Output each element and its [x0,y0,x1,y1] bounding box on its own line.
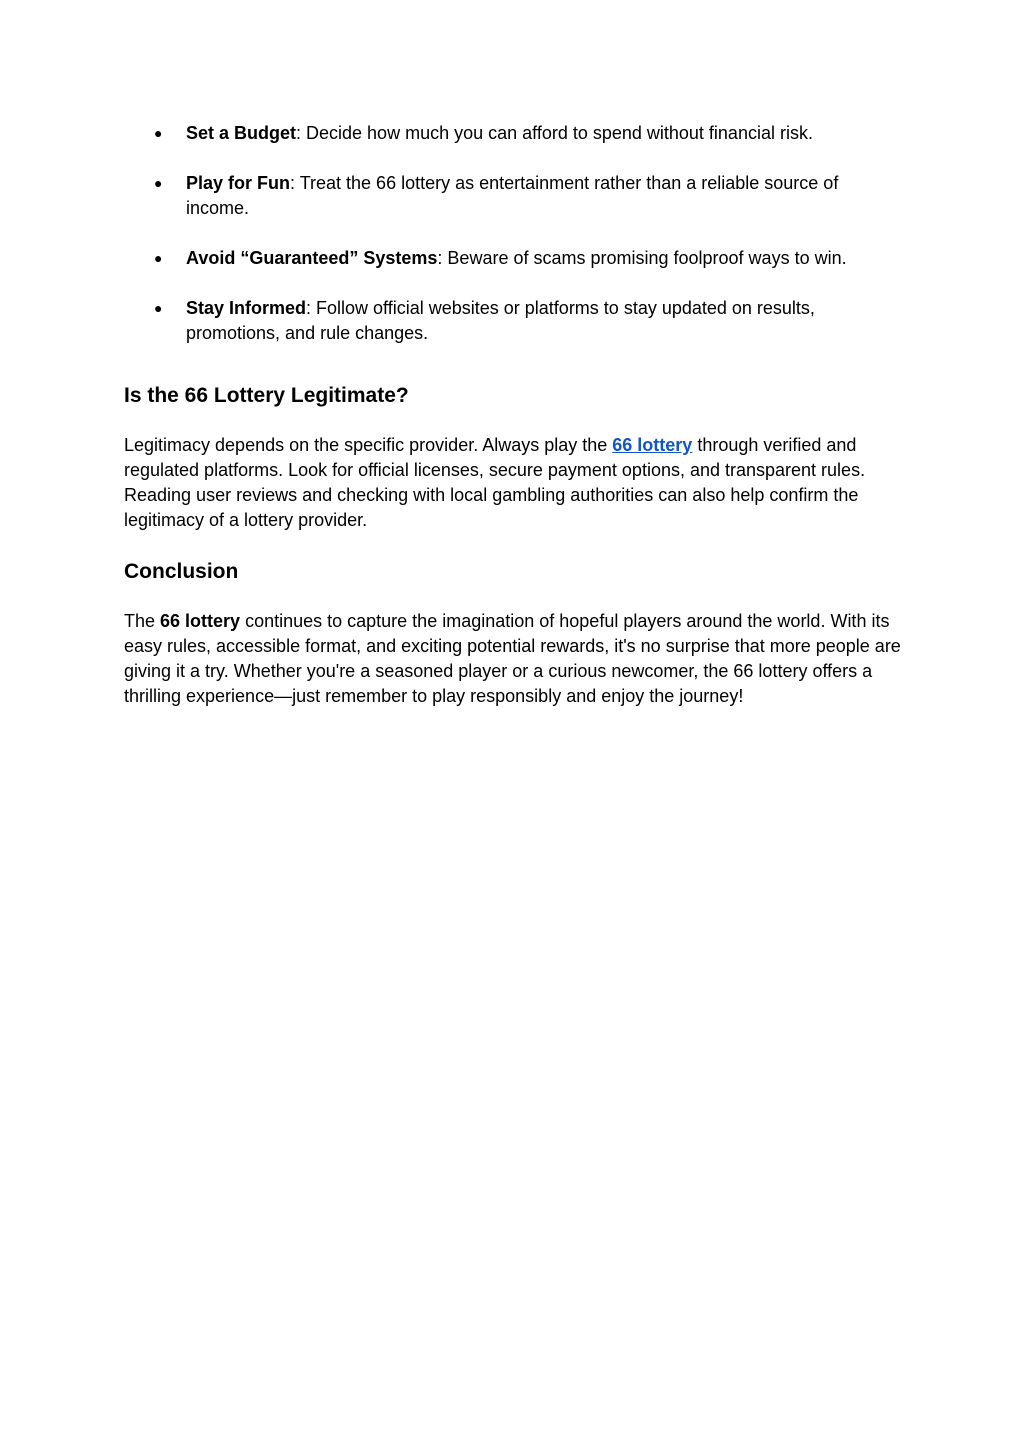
conclusion-text-before: The [124,611,161,631]
conclusion-bold-text: 66 lottery [160,611,241,631]
list-item [124,246,904,271]
document-content [124,121,904,709]
tip-text: : Follow official websites or platforms to stay updated on results, promotions, and rule changes. [186,298,815,343]
legitimacy-text-after: through verified and regulated platforms. Look for official licenses, secure payment options, and transparent rules. Reading user reviews and checking with local gambling authorities can also help confirm the legitimacy of a lottery provider. [124,435,866,530]
tip-text: : Beware of scams promising foolproof ways to win. [437,248,847,268]
tip-title: Set a Budget [186,123,297,143]
legitimacy-heading: Is the 66 Lottery Legitimate? [124,384,409,407]
bullet-icon: ● [154,175,163,191]
tips-list [124,121,904,346]
legitimacy-paragraph [124,433,904,533]
bullet-icon: ● [154,250,163,266]
tip-text: : Decide how much you can afford to spend without financial risk. [296,123,813,143]
conclusion-heading: Conclusion [124,560,239,583]
list-item [124,171,904,221]
list-item [124,121,904,146]
bullet-icon: ● [154,300,163,316]
conclusion-paragraph [124,609,904,709]
tip-text: : Treat the 66 lottery as entertainment rather than a reliable source of income. [186,173,839,218]
tip-title: Stay Informed [186,298,307,318]
legitimacy-text-before: Legitimacy depends on the specific provider. Always play the [124,435,613,455]
66-lottery-link[interactable]: 66 lottery [612,435,693,455]
tip-title: Play for Fun [186,173,291,193]
list-item [124,296,904,346]
tip-title: Avoid “Guaranteed” Systems [186,248,438,268]
conclusion-text-after: continues to capture the imagination of hopeful players around the world. With its easy rules, accessible format, and exciting potential rewards, it's no surprise that more people are giving it a try. Whether you're a seasoned player or a curious newcomer, the 66 lottery offers a thrilling experience—just remember to play responsibly and enjoy the journey! [124,611,901,706]
bullet-icon: ● [154,125,163,141]
